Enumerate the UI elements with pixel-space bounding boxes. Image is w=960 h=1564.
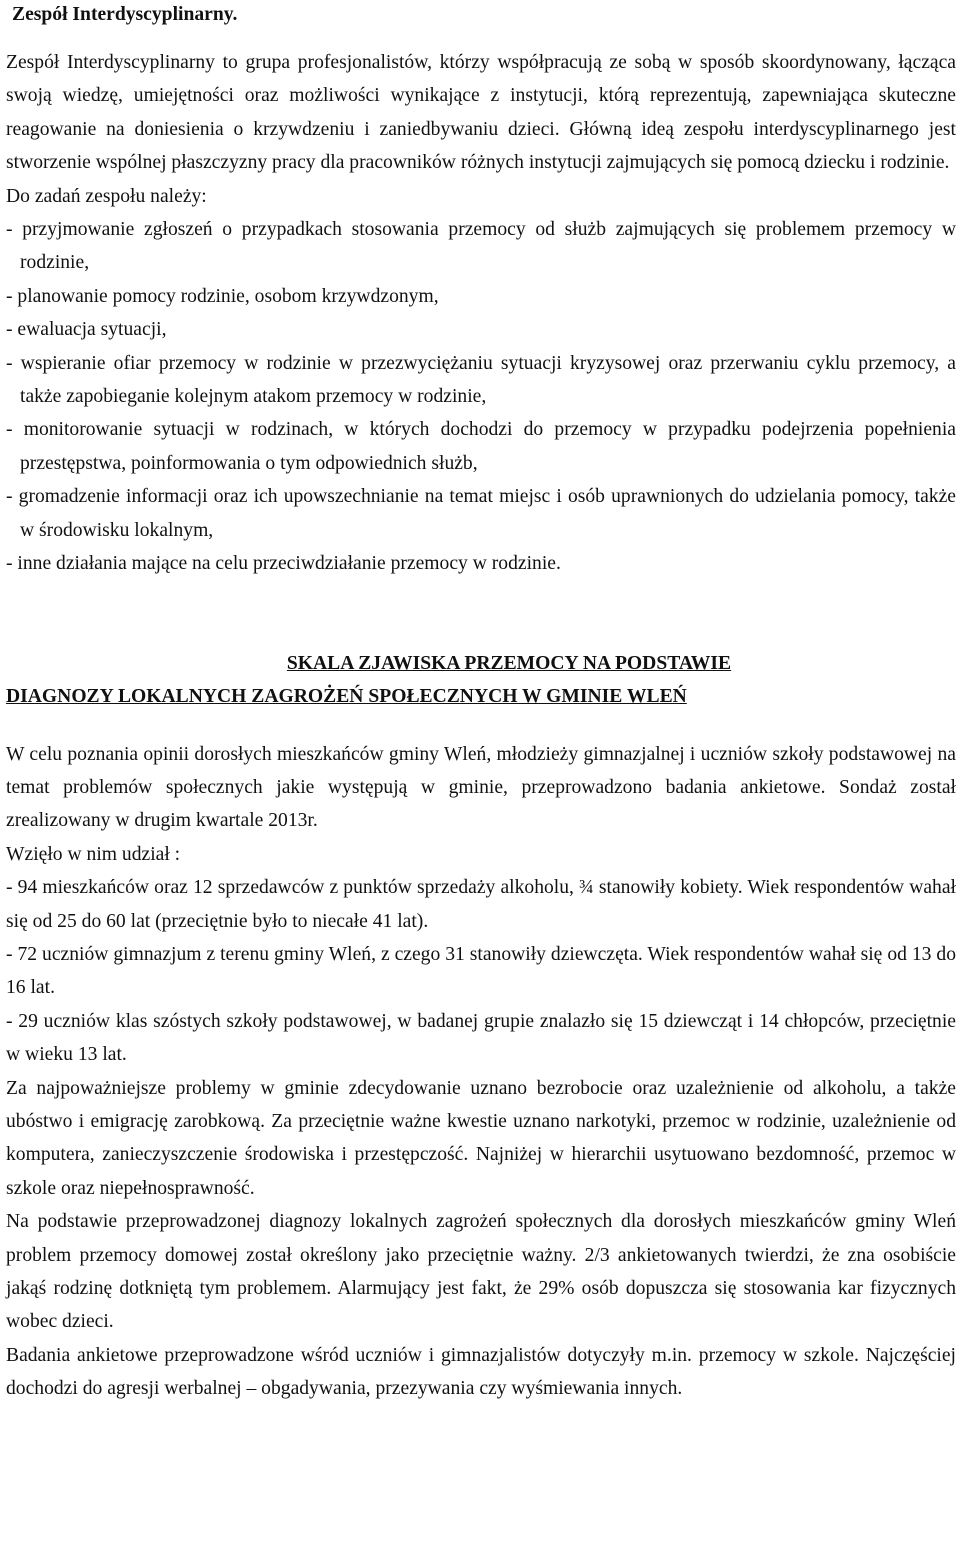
- list-item: - 94 mieszkańców oraz 12 sprzedawców z punktów sprzedaży alkoholu, ¾ stanowiły kobiety. Wiek respondentów wahał się od 25 do 60 lat (przeciętnie było to niecałe 41 lat).: [6, 877, 956, 932]
- list-item: - monitorowanie sytuacji w rodzinach, w których dochodzi do przemocy w przypadku podejrzenia popełnienia przestępstwa, poinformowania o tym odpowiednich służb,: [6, 419, 956, 474]
- survey-intro-paragraph: W celu poznania opinii dorosłych mieszkańców gminy Wleń, młodzieży gimnazjalnej i uczniów szkoły podstawowej na temat problemów społecznych jakie występują w gminie, przeprowadzono badania ankietowe. Sondaż został zrealizowany w drugim kwartale 2013r.: [6, 743, 956, 832]
- page-heading: Zespół Interdyscyplinarny.: [12, 4, 238, 25]
- list-item: - przyjmowanie zgłoszeń o przypadkach stosowania przemocy od służb zajmujących się problemem przemocy w rodzinie,: [6, 219, 956, 274]
- list-item: - 72 uczniów gimnazjum z terenu gminy Wleń, z czego 31 stanowiły dziewczęta. Wiek respondentów wahał się od 13 do 16 lat.: [6, 943, 956, 999]
- section-title-line-1: SKALA ZJAWISKA PRZEMOCY NA PODSTAWIE: [286, 652, 732, 674]
- list-item: - ewaluacja sytuacji,: [6, 319, 167, 341]
- section-title-line-2: DIAGNOZY LOKALNYCH ZAGROŻEŃ SPOŁECZNYCH W GMINIE WLEŃ: [6, 685, 687, 707]
- findings-paragraph: Za najpoważniejsze problemy w gminie zdecydowanie uznano bezrobocie oraz uzależnienie od alkoholu, a także ubóstwo i emigrację zarobkową. Za przeciętnie ważne kwestie uznano narkotyki, przemoc w rodzinie, uzależnienie od komputera, zanieczyszczenie środowiska i przestępczość. Najniżej w hierarchii usytuowano bezdomność, przemoc w szkole oraz niepełnosprawność.: [6, 1077, 956, 1199]
- tasks-list: [6, 213, 956, 580]
- section-title: [6, 647, 956, 713]
- intro-paragraph: Zespół Interdyscyplinarny to grupa profesjonalistów, którzy współpracują ze sobą w sposób skoordynowany, łącząca swoją wiedzę, umiejętności oraz możliwości wynikające z instytucji, którą reprezentują, zapewniająca skuteczne reagowanie na doniesienia o krzywdzeniu i zaniedbywaniu dzieci. Główną ideą zespołu interdyscyplinarnego jest stworzenie wspólnej płaszczyzny pracy dla pracowników różnych instytucji zajmujących się pomocą dziecku i rodzinie.: [6, 52, 956, 174]
- participants-list: [6, 871, 956, 1071]
- participants-intro: Wzięło w nim udział :: [6, 843, 181, 865]
- spacer: [6, 713, 956, 738]
- tasks-intro: Do zadań zespołu należy:: [6, 185, 207, 207]
- list-item: - gromadzenie informacji oraz ich upowszechnianie na temat miejsc i osób uprawnionych do udzielania pomocy, także w środowisku lokalnym,: [6, 486, 956, 541]
- list-item: - wspieranie ofiar przemocy w rodzinie w przezwyciężaniu sytuacji kryzysowej oraz przerwaniu cyklu przemocy, a także zapobieganie kolejnym atakom przemocy w rodzinie,: [6, 352, 956, 408]
- list-item: - planowanie pomocy rodzinie, osobom krzywdzonym,: [6, 285, 439, 307]
- findings-paragraph: Badania ankietowe przeprowadzone wśród uczniów i gimnazjalistów dotyczyły m.in. przemocy w szkole. Najczęściej dochodzi do agresji werbalnej – obgadywania, przezywania czy wyśmiewania innych.: [6, 1344, 956, 1400]
- findings-paragraph: Na podstawie przeprowadzonej diagnozy lokalnych zagrożeń społecznych dla dorosłych mieszkańców gminy Wleń problem przemocy domowej został określony jako przeciętnie ważny. 2/3 ankietowanych twierdzi, że zna osobiście jakąś rodzinę dotkniętą tym problemem. Alarmujący jest fakt, że 29% osób dopuszcza się stosowania kar fizycznych wobec dzieci.: [6, 1211, 956, 1333]
- list-item: - inne działania mające na celu przeciwdziałanie przemocy w rodzinie.: [6, 553, 561, 575]
- list-item: - 29 uczniów klas szóstych szkoły podstawowej, w badanej grupie znalazło się 15 dziewcząt i 14 chłopców, przeciętnie w wieku 13 lat.: [6, 1010, 956, 1066]
